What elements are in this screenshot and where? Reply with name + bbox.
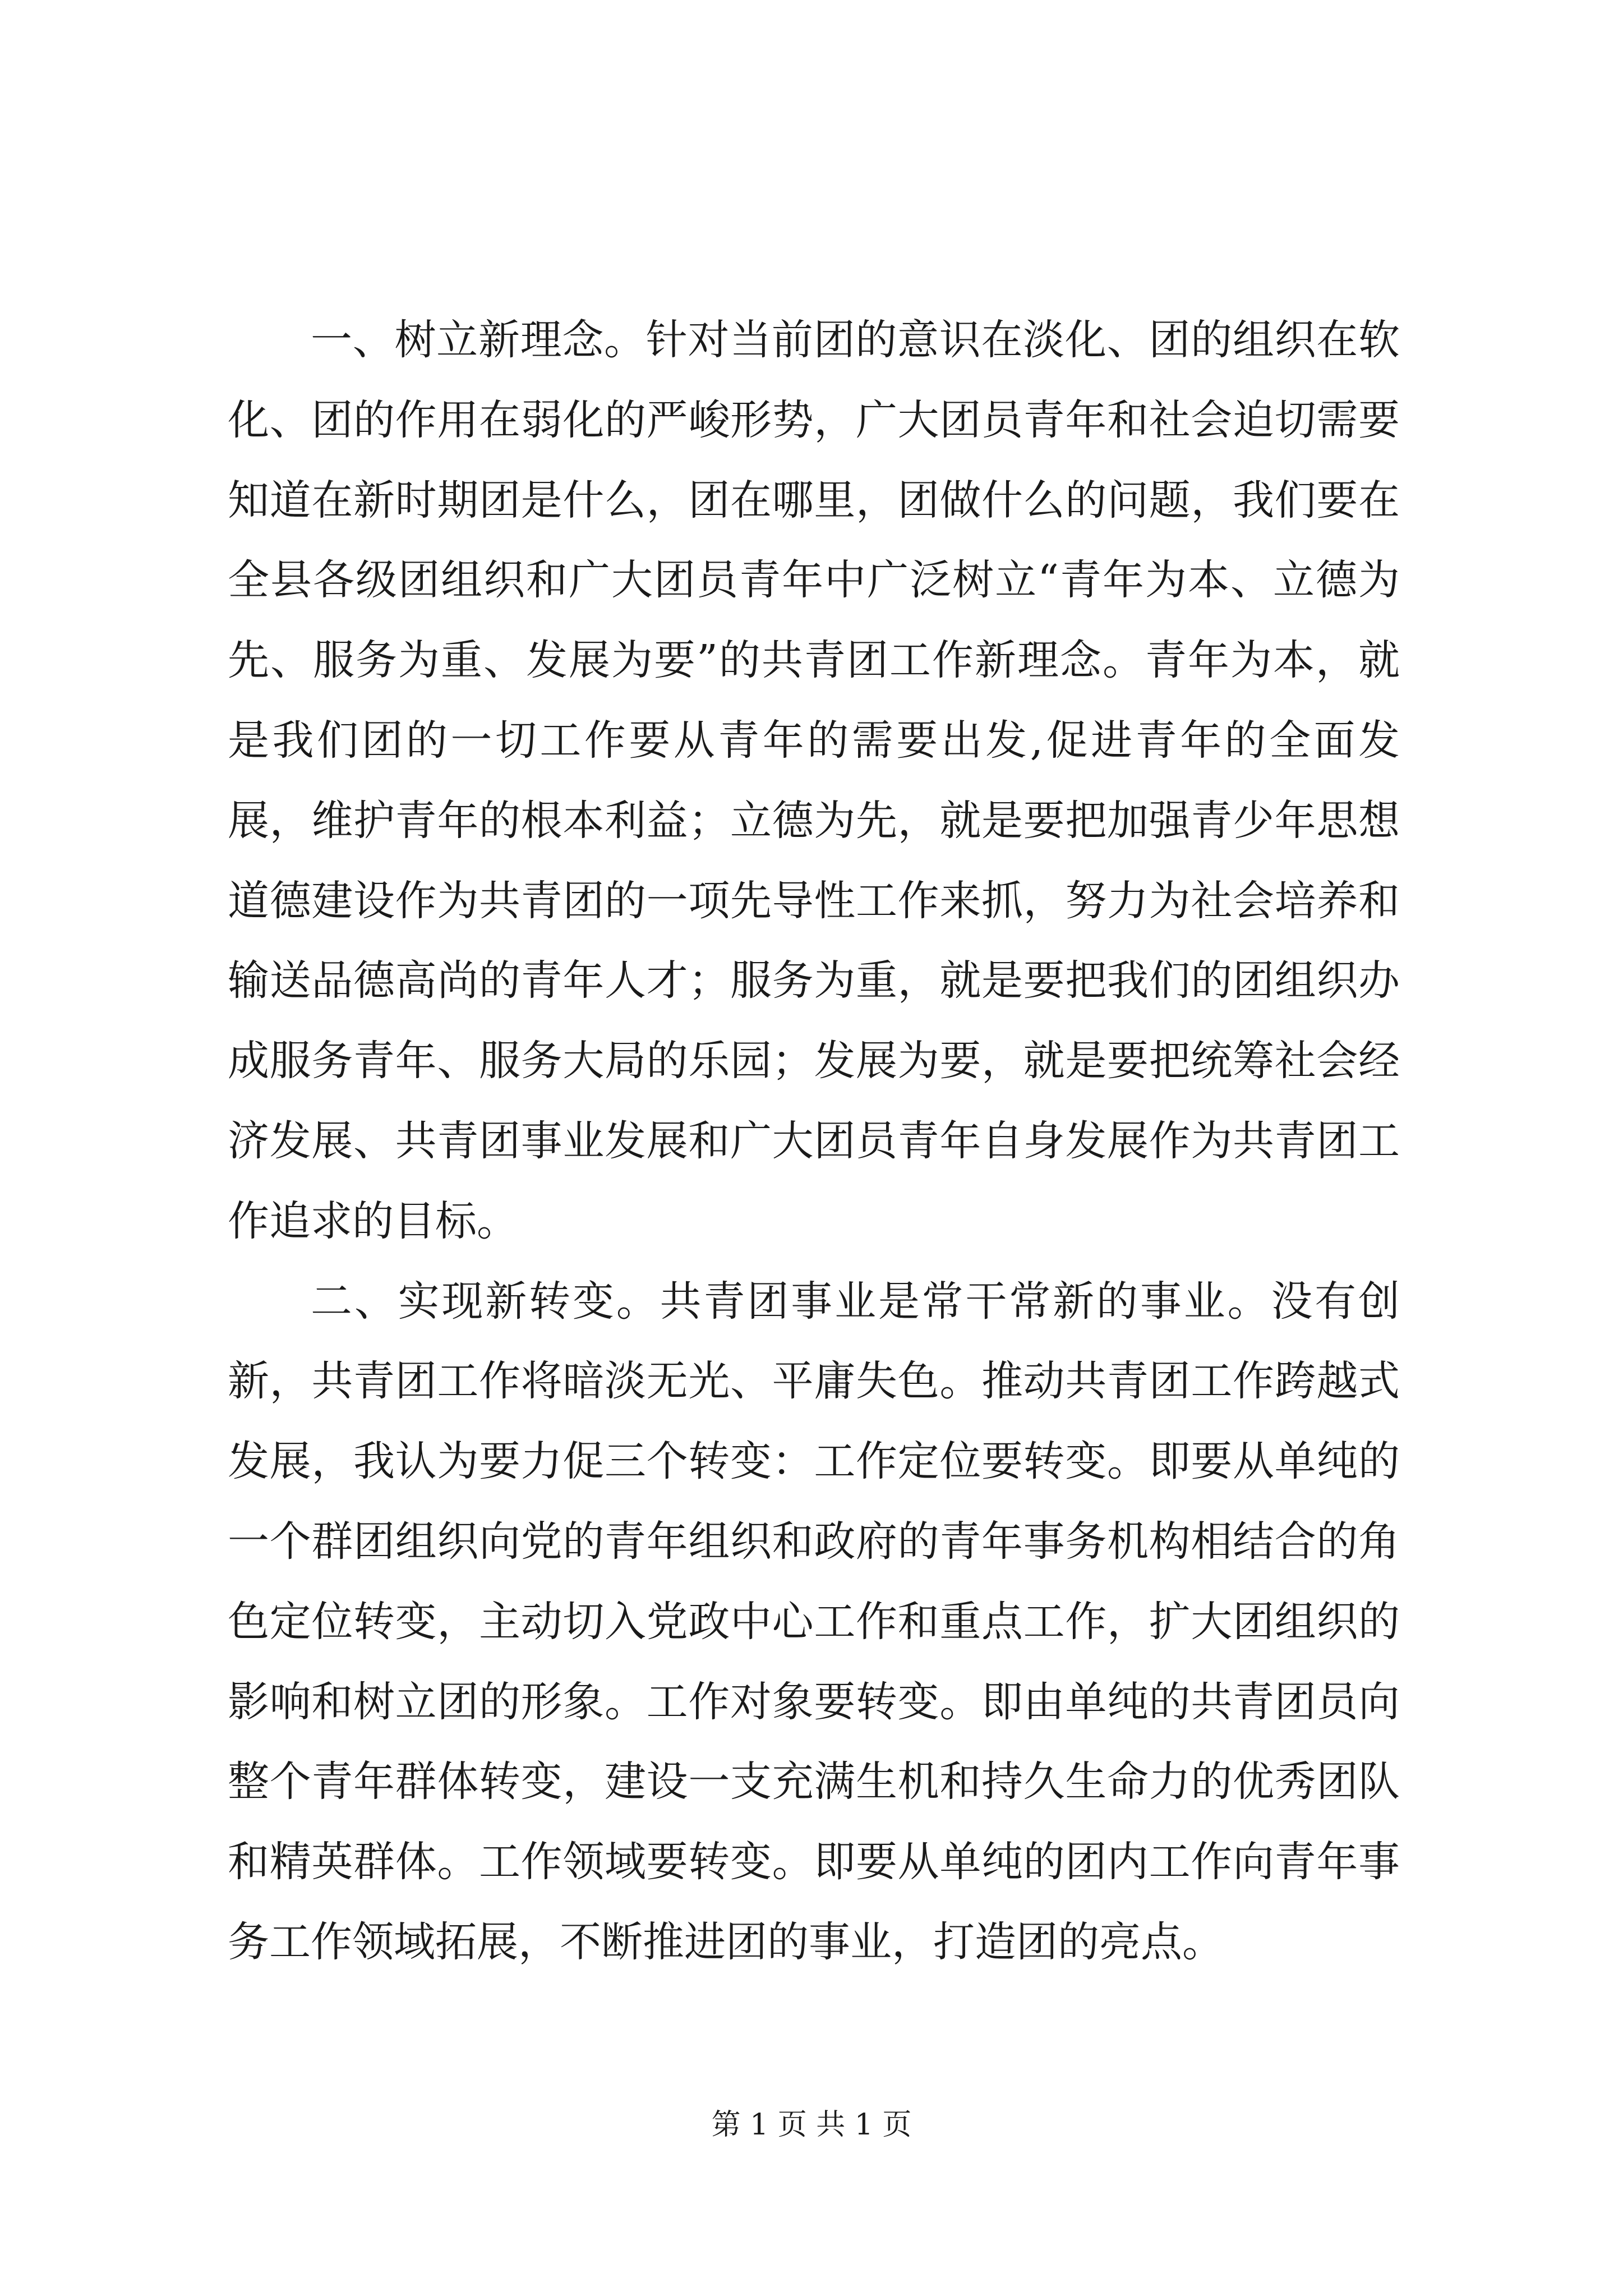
page-footer: 第 1 页 共 1 页 <box>711 2108 912 2142</box>
paragraph-1: 一、树立新理念。针对当前团的意识在淡化、团的组织在软化、团的作用在弱化的严峻形势，广大团员青年和社会迫切需要知道在新时期团是什么，团在哪里，团做什么的问题，我们要在全县各级团组织和广大团员青年中广泛树立“青年为本、立德为先、服务为重、发展为要”的共青团工作新理念。青年为本，就是我们团的一切工作要从青年的需要出发,促进青年的全面发展，维护青年的根本利益；立德为先，就是要把加强青少年思想道德建设作为共青团的一项先导性工作来抓，努力为社会培养和输送品德高尚的青年人才；服务为重，就是要把我们的团组织办成服务青年、服务大局的乐园；发展为要，就是要把统筹社会经济发展、共青团事业发展和广大团员青年自身发展作为共青团工作追求的目标。 <box>228 316 1400 1245</box>
paragraph-2: 二、实现新转变。共青团事业是常干常新的事业。没有创新，共青团工作将暗淡无光、平庸失色。推动共青团工作跨越式发展，我认为要力促三个转变：工作定位要转变。即要从单纯的一个群团组织向党的青年组织和政府的青年事务机构相结合的角色定位转变，主动切入党政中心工作和重点工作，扩大团组织的影响和树立团的形象。工作对象要转变。即由单纯的共青团员向整个青年群体转变，建设一支充满生机和持久生命力的优秀团队和精英群体。工作领域要转变。即要从单纯的团内工作向青年事务工作领域拓展，不断推进团的事业，打造团的亮点。 <box>228 1277 1400 1966</box>
document-body <box>228 300 1400 1982</box>
